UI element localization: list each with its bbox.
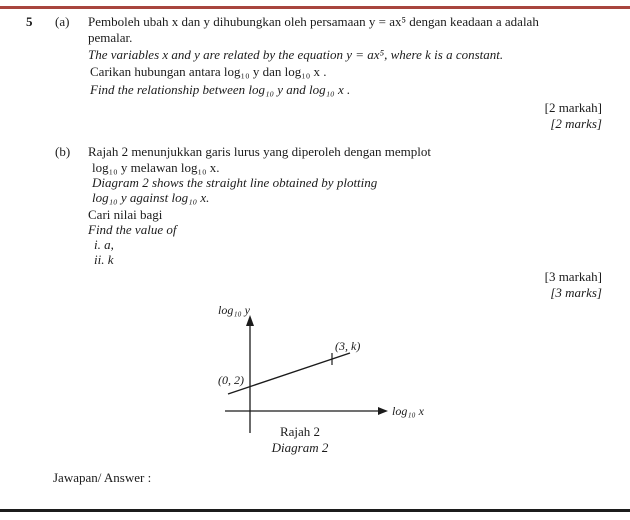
point-on-line-label: (3, k): [335, 339, 361, 353]
bottom-rule: [0, 509, 630, 512]
y-axis-label: log₁₀ y: [218, 303, 251, 317]
part-a-malay-find: Carikan hubungan antara log₁₀ y dan log₁₀ x .: [90, 64, 327, 79]
part-b-item-ii: ii. k: [94, 252, 114, 267]
part-b-label: (b): [55, 144, 71, 159]
part-a-malay-line2: pemalar.: [88, 30, 133, 45]
part-b-item-i: i. a,: [94, 237, 114, 252]
diagram-caption-malay: Rajah 2: [279, 424, 321, 439]
x-axis-label: log₁₀ x: [392, 404, 425, 418]
part-a-english-find: Find the relationship between log₁₀ y and log₁₀ x .: [90, 82, 351, 97]
diagram-caption-english: Diagram 2: [271, 440, 329, 455]
part-b-marks-english: [3 marks]: [550, 285, 602, 300]
part-b-english-line2: log₁₀ y against log₁₀ x.: [92, 190, 210, 205]
part-b-english-line1: Diagram 2 shows the straight line obtained by plotting: [92, 175, 378, 190]
part-b-marks-malay: [3 markah]: [544, 269, 602, 284]
part-a-marks-english: [2 marks]: [550, 116, 602, 131]
part-b-malay-find: Cari nilai bagi: [88, 207, 163, 222]
part-a-malay-line1: Pemboleh ubah x dan y dihubungkan oleh persamaan y = ax⁵ dengan keadaan a adalah: [88, 14, 539, 29]
top-rule: [0, 6, 630, 9]
part-a-label: (a): [55, 14, 70, 29]
part-b-malay-line1: Rajah 2 menunjukkan garis lurus yang diperoleh dengan memplot: [88, 144, 431, 159]
part-b-malay-line2: log₁₀ y melawan log₁₀ x.: [92, 160, 220, 175]
part-a-english-line: The variables x and y are related by the equation y = ax⁵, where k is a constant.: [88, 47, 504, 62]
part-b-english-find: Find the value of: [88, 222, 177, 237]
point-intercept-label: (0, 2): [218, 373, 244, 387]
x-axis-arrow-icon: [378, 407, 388, 415]
part-a-marks-malay: [2 markah]: [544, 100, 602, 115]
question-number: 5: [26, 14, 33, 29]
answer-label: Jawapan/ Answer :: [53, 470, 152, 485]
